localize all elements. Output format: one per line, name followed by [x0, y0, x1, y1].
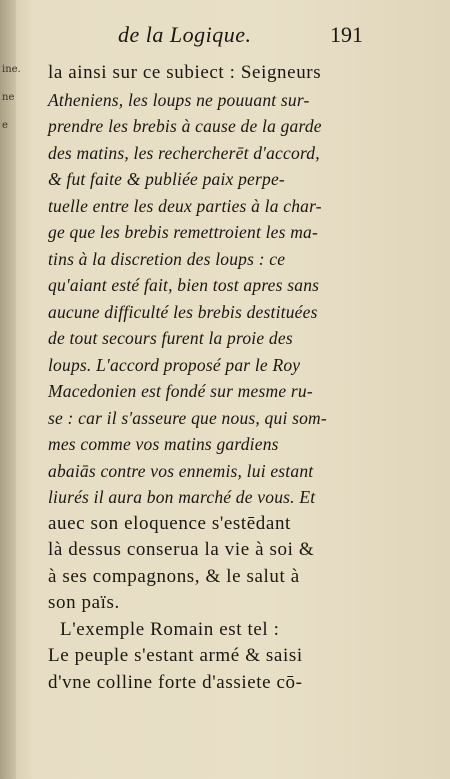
text-line: ge que les brebis remettroient les ma- — [48, 222, 319, 242]
text-line: de tout secours furent la proie des — [48, 328, 293, 348]
text-line: L'exemple Romain est tel : — [60, 618, 280, 640]
text-line: son païs. — [48, 592, 120, 613]
text-line: Atheniens, les loups ne pouuant sur- — [48, 89, 310, 110]
page-number: 191 — [330, 22, 363, 47]
text-line: abaiās contre vos ennemis, lui estant — [48, 460, 314, 481]
text-line: d'vne colline forte d'assiete cō- — [48, 671, 303, 693]
margin-bleed-text: ine. — [2, 64, 21, 75]
text-line: se : car il s'asseure que nous, qui som- — [48, 407, 327, 428]
margin-bleed-text: ne — [2, 92, 15, 103]
running-head: de la Logique. — [118, 22, 252, 47]
text-line: liurés il aura bon marché de vous. Et — [48, 487, 316, 507]
text-line: Le peuple s'estant armé & saisi — [48, 645, 303, 666]
text-line: loups. L'accord proposé par le Roy — [48, 354, 301, 375]
text-line: prendre les brebis à cause de la garde — [48, 116, 322, 136]
text-line: & fut faite & publiée paix perpe- — [48, 169, 285, 189]
body-text — [48, 60, 368, 696]
text-line: aucune difficulté les brebis destituées — [48, 301, 318, 322]
text-line: Macedonien est fondé sur mesme ru- — [48, 381, 313, 401]
page-gutter — [0, 0, 16, 779]
margin-bleed-text: e — [2, 120, 8, 131]
text-line: des matins, les rechercherēt d'accord, — [48, 142, 320, 163]
text-line: la ainsi sur ce subiect : Seigneurs — [48, 62, 322, 83]
page-header — [0, 22, 450, 52]
text-line: tuelle entre les deux parties à la char- — [48, 195, 322, 216]
text-line: tins à la discretion des loups : ce — [48, 248, 286, 269]
text-line: qu'aiant esté fait, bien tost apres sans — [48, 275, 320, 295]
text-line: mes comme vos matins gardiens — [48, 434, 279, 454]
text-line: auec son eloquence s'estēdant — [48, 512, 291, 534]
text-line: là dessus conserua la vie à soi & — [48, 539, 315, 560]
text-line: à ses compagnons, & le salut à — [48, 565, 300, 587]
